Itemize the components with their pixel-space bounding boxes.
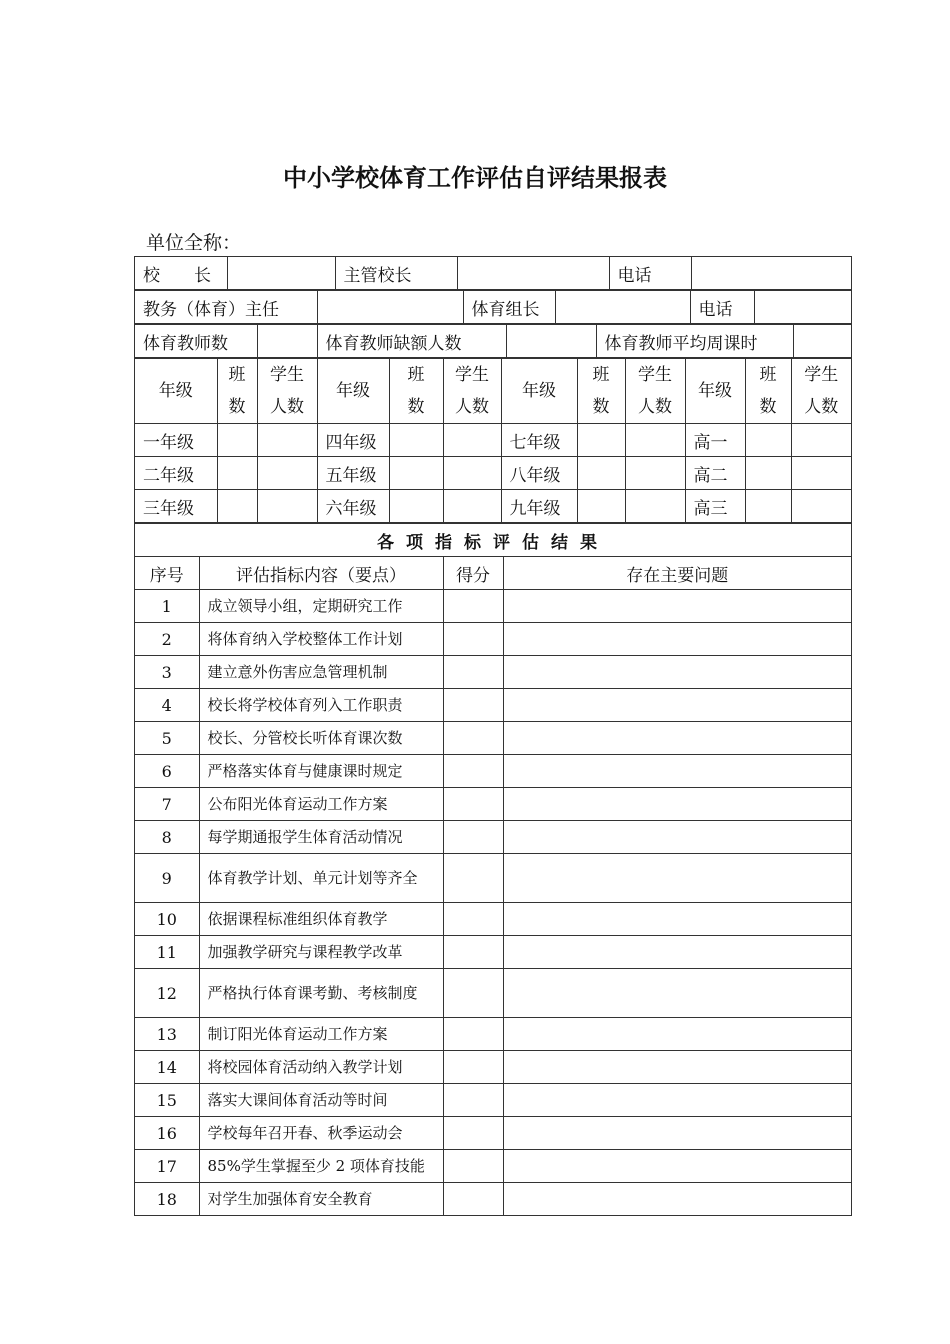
item-content: 成立领导小组，定期研究工作 — [199, 590, 443, 623]
student-count-cell[interactable] — [443, 424, 501, 457]
issues-cell[interactable] — [503, 969, 851, 1018]
grade-name: 二年级 — [135, 457, 217, 490]
pe-management-row — [135, 290, 851, 324]
teacher-shortage-field[interactable] — [506, 325, 596, 358]
student-count-header: 学生 人数 — [625, 359, 685, 424]
item-content: 将校园体育活动纳入教学计划 — [199, 1051, 443, 1084]
item-number: 9 — [135, 854, 199, 903]
issues-cell[interactable] — [503, 590, 851, 623]
item-content: 严格执行体育课考勤、考核制度 — [199, 969, 443, 1018]
student-count-cell[interactable] — [625, 457, 685, 490]
item-content: 学校每年召开春、秋季运动会 — [199, 1117, 443, 1150]
eval-header-row — [135, 557, 851, 590]
item-content: 制订阳光体育运动工作方案 — [199, 1018, 443, 1051]
issues-cell[interactable] — [503, 755, 851, 788]
avg-hours-label: 体育教师平均周课时 — [596, 325, 793, 358]
class-count-cell[interactable] — [577, 457, 625, 490]
item-content: 建立意外伤害应急管理机制 — [199, 656, 443, 689]
grade-name: 高一 — [685, 424, 745, 457]
score-cell[interactable] — [443, 854, 503, 903]
score-cell[interactable] — [443, 1117, 503, 1150]
item-content: 85%学生掌握至少 2 项体育技能 — [199, 1150, 443, 1183]
grade-header-row — [135, 359, 851, 424]
score-cell[interactable] — [443, 1183, 503, 1216]
eval-row — [135, 903, 851, 936]
score-cell[interactable] — [443, 1018, 503, 1051]
phone-field[interactable] — [691, 257, 851, 290]
item-number: 14 — [135, 1051, 199, 1084]
issues-header: 存在主要问题 — [503, 557, 851, 590]
issues-cell[interactable] — [503, 788, 851, 821]
item-number: 4 — [135, 689, 199, 722]
report-form — [134, 256, 852, 1216]
vice-principal-label: 主管校长 — [335, 257, 457, 290]
class-count-header: 班 数 — [389, 359, 443, 424]
phone-label-2: 电话 — [690, 291, 754, 324]
school-leaders-row — [135, 257, 851, 290]
eval-row — [135, 969, 851, 1018]
class-count-cell[interactable] — [577, 490, 625, 523]
results-banner: 各项指标评估结果 — [135, 524, 851, 557]
student-count-cell[interactable] — [791, 457, 851, 490]
eval-row — [135, 722, 851, 755]
pe-leader-field[interactable] — [555, 291, 690, 324]
item-content: 落实大课间体育活动等时间 — [199, 1084, 443, 1117]
score-cell[interactable] — [443, 903, 503, 936]
phone-field-2[interactable] — [754, 291, 851, 324]
student-count-cell[interactable] — [257, 457, 317, 490]
phone-label: 电话 — [609, 257, 691, 290]
eval-body — [135, 590, 851, 1216]
grade-row — [135, 424, 851, 457]
score-header: 得分 — [443, 557, 503, 590]
class-count-cell[interactable] — [577, 424, 625, 457]
class-count-cell[interactable] — [745, 457, 791, 490]
grade-name: 八年级 — [501, 457, 577, 490]
pe-teachers-row — [135, 324, 851, 358]
issues-cell[interactable] — [503, 722, 851, 755]
issues-cell[interactable] — [503, 623, 851, 656]
issues-cell[interactable] — [503, 689, 851, 722]
item-number: 3 — [135, 656, 199, 689]
grade-header: 年级 — [135, 359, 217, 424]
class-count-cell[interactable] — [389, 424, 443, 457]
eval-row — [135, 936, 851, 969]
item-number: 18 — [135, 1183, 199, 1216]
avg-hours-field[interactable] — [793, 325, 851, 358]
score-cell[interactable] — [443, 1150, 503, 1183]
class-count-cell[interactable] — [389, 490, 443, 523]
item-number: 5 — [135, 722, 199, 755]
score-cell[interactable] — [443, 722, 503, 755]
eval-row — [135, 1084, 851, 1117]
evaluation-table — [135, 523, 851, 1215]
item-content: 每学期通报学生体育活动情况 — [199, 821, 443, 854]
item-number: 17 — [135, 1150, 199, 1183]
student-count-cell[interactable] — [791, 490, 851, 523]
eval-row — [135, 1018, 851, 1051]
eval-row — [135, 1051, 851, 1084]
content-header: 评估指标内容（要点） — [199, 557, 443, 590]
unit-name-label: 单位全称： — [146, 232, 242, 254]
item-content: 加强教学研究与课程教学改革 — [199, 936, 443, 969]
grade-header: 年级 — [501, 359, 577, 424]
score-cell[interactable] — [443, 788, 503, 821]
item-number: 8 — [135, 821, 199, 854]
item-content: 公布阳光体育运动工作方案 — [199, 788, 443, 821]
student-count-cell[interactable] — [625, 424, 685, 457]
grade-row — [135, 490, 851, 523]
eval-row — [135, 1183, 851, 1216]
eval-row — [135, 821, 851, 854]
grade-name: 五年级 — [317, 457, 389, 490]
class-count-cell[interactable] — [217, 424, 257, 457]
class-count-cell[interactable] — [217, 457, 257, 490]
item-content: 校长、分管校长听体育课次数 — [199, 722, 443, 755]
class-count-cell[interactable] — [389, 457, 443, 490]
director-label: 教务（体育）主任 — [135, 291, 317, 324]
page-title: 中小学校体育工作评估自评结果报表 — [283, 163, 667, 192]
eval-row — [135, 1117, 851, 1150]
principal-field[interactable] — [227, 257, 335, 290]
grade-name: 高三 — [685, 490, 745, 523]
vice-principal-field[interactable] — [457, 257, 609, 290]
grade-name: 高二 — [685, 457, 745, 490]
item-number: 12 — [135, 969, 199, 1018]
grade-name: 三年级 — [135, 490, 217, 523]
grade-header: 年级 — [317, 359, 389, 424]
score-cell[interactable] — [443, 623, 503, 656]
score-cell[interactable] — [443, 1084, 503, 1117]
eval-row — [135, 854, 851, 903]
student-count-cell[interactable] — [257, 490, 317, 523]
item-content: 严格落实体育与健康课时规定 — [199, 755, 443, 788]
student-count-cell[interactable] — [625, 490, 685, 523]
student-count-header: 学生 人数 — [791, 359, 851, 424]
score-cell[interactable] — [443, 755, 503, 788]
director-field[interactable] — [317, 291, 463, 324]
issues-cell[interactable] — [503, 903, 851, 936]
issues-cell[interactable] — [503, 1117, 851, 1150]
class-count-header: 班 数 — [217, 359, 257, 424]
student-count-cell[interactable] — [791, 424, 851, 457]
grade-name: 六年级 — [317, 490, 389, 523]
student-count-header: 学生 人数 — [443, 359, 501, 424]
item-content: 将体育纳入学校整体工作计划 — [199, 623, 443, 656]
eval-row — [135, 590, 851, 623]
eval-row — [135, 788, 851, 821]
score-cell[interactable] — [443, 656, 503, 689]
item-number: 15 — [135, 1084, 199, 1117]
grade-name: 九年级 — [501, 490, 577, 523]
item-number: 1 — [135, 590, 199, 623]
grade-table — [135, 358, 851, 523]
student-count-cell[interactable] — [443, 457, 501, 490]
score-cell[interactable] — [443, 1051, 503, 1084]
item-content: 依据课程标准组织体育教学 — [199, 903, 443, 936]
student-count-cell[interactable] — [257, 424, 317, 457]
item-number: 13 — [135, 1018, 199, 1051]
no-header: 序号 — [135, 557, 199, 590]
principal-label: 校 长 — [135, 257, 227, 290]
student-count-cell[interactable] — [443, 490, 501, 523]
teacher-count-field[interactable] — [257, 325, 317, 358]
class-count-cell[interactable] — [745, 490, 791, 523]
issues-cell[interactable] — [503, 656, 851, 689]
grade-header: 年级 — [685, 359, 745, 424]
issues-cell[interactable] — [503, 854, 851, 903]
item-number: 11 — [135, 936, 199, 969]
eval-row — [135, 623, 851, 656]
grade-name: 七年级 — [501, 424, 577, 457]
issues-cell[interactable] — [503, 936, 851, 969]
eval-row — [135, 755, 851, 788]
item-content: 体育教学计划、单元计划等齐全 — [199, 854, 443, 903]
score-cell[interactable] — [443, 689, 503, 722]
issues-cell[interactable] — [503, 1084, 851, 1117]
score-cell[interactable] — [443, 936, 503, 969]
issues-cell[interactable] — [503, 1051, 851, 1084]
class-count-cell[interactable] — [745, 424, 791, 457]
item-content: 对学生加强体育安全教育 — [199, 1183, 443, 1216]
grade-row — [135, 457, 851, 490]
class-count-header: 班 数 — [745, 359, 791, 424]
issues-cell[interactable] — [503, 821, 851, 854]
item-number: 2 — [135, 623, 199, 656]
teacher-shortage-label: 体育教师缺额人数 — [317, 325, 506, 358]
item-number: 6 — [135, 755, 199, 788]
item-number: 10 — [135, 903, 199, 936]
item-content: 校长将学校体育列入工作职责 — [199, 689, 443, 722]
teacher-count-label: 体育教师数 — [135, 325, 257, 358]
issues-cell[interactable] — [503, 1150, 851, 1183]
student-count-header: 学生 人数 — [257, 359, 317, 424]
issues-cell[interactable] — [503, 1018, 851, 1051]
eval-row — [135, 1150, 851, 1183]
pe-leader-label: 体育组长 — [463, 291, 555, 324]
score-cell[interactable] — [443, 821, 503, 854]
grade-name: 四年级 — [317, 424, 389, 457]
item-number: 7 — [135, 788, 199, 821]
issues-cell[interactable] — [503, 1183, 851, 1216]
grade-name: 一年级 — [135, 424, 217, 457]
score-cell[interactable] — [443, 969, 503, 1018]
score-cell[interactable] — [443, 590, 503, 623]
class-count-cell[interactable] — [217, 490, 257, 523]
eval-row — [135, 656, 851, 689]
item-number: 16 — [135, 1117, 199, 1150]
class-count-header: 班 数 — [577, 359, 625, 424]
eval-row — [135, 689, 851, 722]
